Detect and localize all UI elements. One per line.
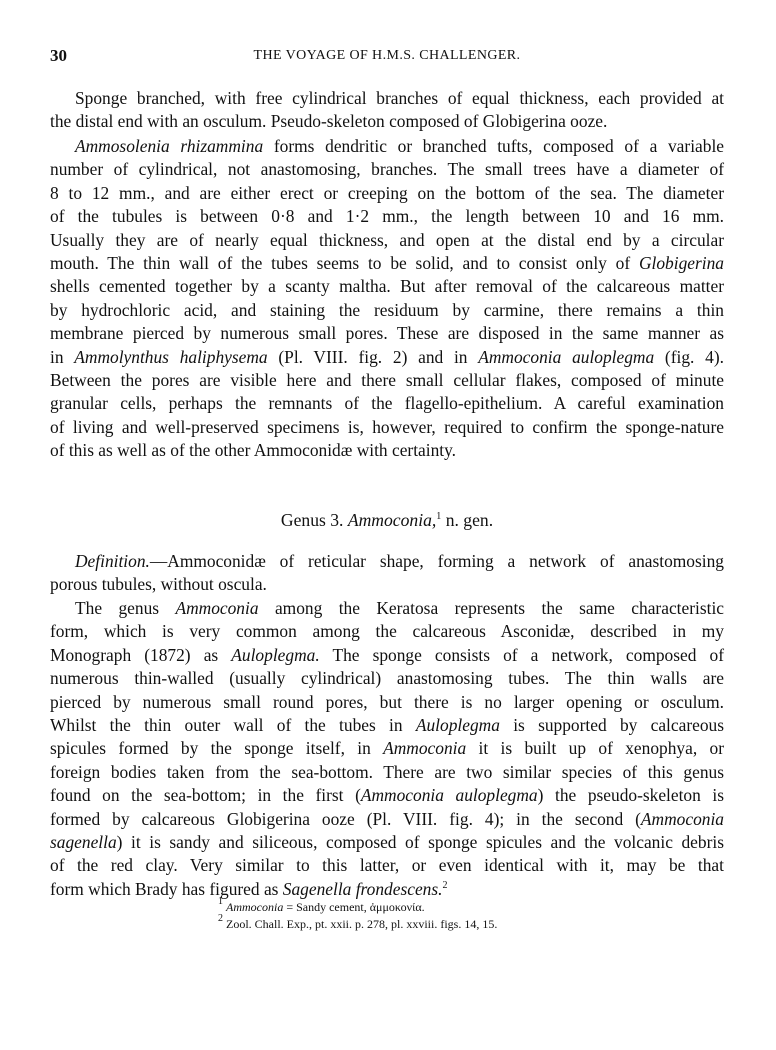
footnote-ref: 1 [436, 511, 442, 522]
text-line: form which Brady has figured as Sagenella frondescens.$^2$ [50, 878, 448, 899]
text-line: sagenella) it is sandy and siliceous, composed of sponge spicules and the volcanic debris [50, 832, 724, 853]
species-name: Ammosolenia rhizammina [75, 136, 264, 156]
species-name: Sagenella frondescens. [282, 878, 443, 899]
text-line: Between the pores are visible here and there small cellular flakes, composed of minute [50, 370, 724, 391]
species-name: Ammolynthus haliphysema [74, 346, 268, 367]
text-line: The genus Ammoconia among the Keratosa represents the same characteristic [75, 598, 724, 618]
text-line: mouth. The thin wall of the tubes seems to be solid, and to consist only of Globigerina [50, 253, 724, 274]
paragraph-sponge-description [50, 87, 724, 134]
text-line: foreign bodies taken from the sea-bottom. There are two similar species of this genus [50, 761, 724, 782]
genus-name: Ammoconia [383, 738, 467, 759]
definition-label: Definition. [75, 551, 150, 571]
genus-name: Auloplegma [415, 715, 500, 736]
genus-name: Ammoconia, [347, 510, 437, 530]
text-line: formed by calcareous Globigerina ooze (Pl. VIII. fig. 4); in the second (Ammoconia [50, 808, 724, 829]
text-line: the distal end with an osculum. Pseudo-skeleton composed of Globigerina ooze. [50, 111, 608, 132]
text-line: porous tubules, without oscula. [50, 574, 267, 595]
footnote-2: $^2$ Zool. Chall. Exp., pt. xxii. p. 278, pl. xxviii. figs. 14, 15. [218, 913, 498, 931]
text-line: Whilst the thin outer wall of the tubes in Auloplegma is supported by calcareous [50, 715, 724, 736]
text-line: shells cemented together by a scanty maltha. But after removal of the calcareous matter [50, 276, 724, 297]
text-line: membrane pierced by numerous small pores. These are disposed in the same manner as [50, 323, 724, 344]
running-title: THE VOYAGE OF H.M.S. CHALLENGER. [253, 48, 521, 63]
text-line: in Ammolynthus haliphysema (Pl. VIII. fig. 2) and in Ammoconia auloplegma (fig. 4). [50, 346, 724, 367]
text-line: Definition.—Ammoconidæ of reticular shape, forming a network of anastomosing [75, 551, 724, 571]
text-line: 8 to 12 mm., and are either erect or creeping on the bottom of the sea. The diameter [50, 182, 724, 203]
text-line: numerous thin-walled (usually cylindrical) anastomosing tubes. The thin walls are [50, 668, 724, 689]
paragraph-genus-ammoconia [50, 597, 724, 901]
text-line: Ammosolenia rhizammina forms dendritic or branched tufts, composed of a variable [75, 136, 724, 156]
text-line: of the red clay. Very similar to this latter, or even identical with it, may be that [50, 855, 724, 876]
page-header [50, 46, 724, 70]
genus-name: Ammoconia [175, 598, 259, 618]
species-name: Ammoconia auloplegma [360, 785, 538, 806]
genus-heading: Genus 3. Ammoconia,$^1$ n. gen. [280, 510, 494, 530]
paragraph-definition [50, 550, 724, 597]
genus-name: Globigerina [638, 253, 724, 274]
text-line: Sponge branched, with free cylindrical branches of equal thickness, each provided at [75, 88, 724, 108]
genus-name: Ammoconia [226, 900, 284, 914]
text-line: Monograph (1872) as Auloplegma. The sponge consists of a network, composed of [50, 644, 725, 665]
text-line: by hydrochloric acid, and staining the residuum by carmine, there remains a thin [50, 299, 724, 320]
text-line: pierced by numerous small round pores, but there is no larger opening or osculum. [50, 691, 724, 712]
genus-name: Auloplegma. [231, 644, 320, 665]
text-line: number of cylindrical, not anastomosing, branches. The small trees have a diameter of [50, 159, 724, 180]
paragraph-ammosolenia [50, 135, 724, 463]
text-line: spicules formed by the sponge itself, in Ammoconia it is built up of xenophya, or [50, 738, 724, 759]
footnote-1: $^1$ Ammoconia = Sandy cement, ἀμμοκονία. [218, 896, 425, 914]
text-line: found on the sea-bottom; in the first (Ammoconia auloplegma) the pseudo-skeleton is [50, 785, 724, 806]
text-line: granular cells, perhaps the remnants of the flagello-epithelium. A careful examination [50, 393, 724, 414]
footnote-ref: 2 [442, 879, 448, 891]
page-number: 30 [50, 46, 67, 65]
text-line: of living and well-preserved specimens is, however, required to confirm the sponge-nature [50, 416, 724, 437]
text-line: of this as well as of the other Ammoconidæ with certainty. [50, 440, 457, 461]
text-line: Usually they are of nearly equal thickness, and open at the distal end by a circular [50, 229, 724, 250]
text-line: of the tubules is between 0·8 and 1·2 mm., the length between 10 and 16 mm. [50, 206, 724, 227]
species-name: Ammoconia auloplegma [478, 346, 655, 367]
genus-name: Ammoconia [640, 808, 724, 829]
footnote-mark: 2 [218, 913, 223, 924]
text-line: form, which is very common among the calcareous Asconidæ, described in my [50, 621, 724, 642]
footnote-mark: 1 [218, 896, 223, 907]
species-name: sagenella [50, 832, 117, 853]
